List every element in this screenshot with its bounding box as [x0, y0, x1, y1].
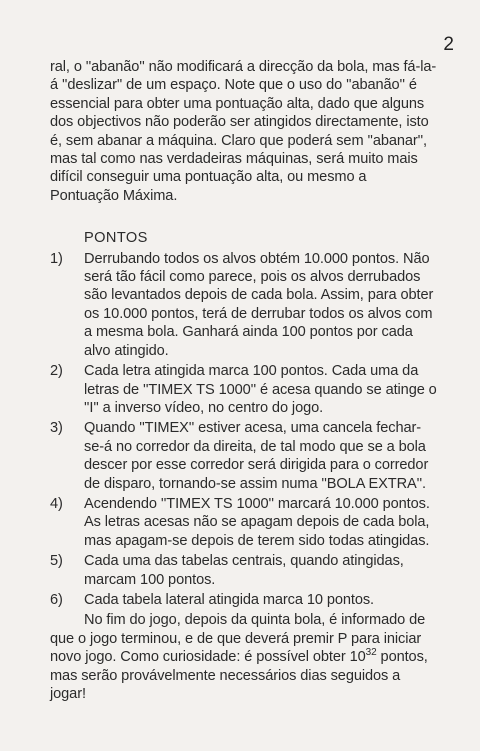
rule-number: 3) — [50, 420, 63, 437]
rule-item-3 — [50, 419, 438, 493]
rules-list — [50, 250, 438, 610]
rule-item-4 — [50, 495, 438, 550]
rule-text: Derrubando todos os alvos obtém 10.000 pontos. Não será tão fácil como parece, pois os alvos derrubados são levantados depois de cada bola. Assim, para obter os 10.000 pontos, terá de derrubar todos os alvos com a mesma bola. Ganhará ainda 100 pontos por cada alvo atingido. — [84, 250, 434, 359]
rule-number: 1) — [50, 250, 63, 267]
rule-text: Acendendo ''TIMEX TS 1000'' marcará 10.000 pontos. As letras acesas não se apagam depois de cada bola, mas apagam-se depois de terem sido todas atingidas. — [84, 495, 430, 549]
rule-number: 5) — [50, 553, 63, 570]
page-content — [50, 58, 438, 703]
closing-text-end: pontos, mas serão provávelmente necessários dias seguidos a jogar! — [50, 649, 428, 702]
rule-item-5 — [50, 552, 438, 589]
rule-text: Quando ''TIMEX'' estiver acesa, uma cancela fechar-se-á no corredor da direita, de tal modo que se a bola descer por esse corredor será dirigida para o corredor de disparo, tornando-se assim numa ''BOLA EXTRA''. — [84, 420, 429, 492]
rule-item-2 — [50, 362, 438, 417]
rule-number: 6) — [50, 591, 63, 608]
rule-text: Cada letra atingida marca 100 pontos. Cada uma da letras de ''TIMEX TS 1000'' é acesa quando se atinge o ''I'' a inverso vídeo, no centro do jogo. — [84, 363, 437, 416]
closing-paragraph — [50, 611, 438, 703]
rule-text: Cada uma das tabelas centrais, quando atingidas, marcam 100 pontos. — [84, 553, 404, 588]
rule-number: 4) — [50, 495, 63, 512]
closing-text-start: No fim do jogo, depois da quinta bola, é informado de que o jogo terminou, e de que deverá premir P para iniciar novo jogo. Como curiosidade: é possível obter 10 — [50, 612, 426, 666]
closing-exponent: 32 — [365, 647, 377, 659]
rule-number: 2) — [50, 363, 63, 380]
rule-item-1 — [50, 250, 438, 360]
section-title: PONTOS — [84, 230, 148, 247]
intro-paragraph: ral, o ''abanão'' não modificará a direcção da bola, mas fá-la-á ''deslizar'' de um espaço. Note que o uso do ''abanão'' é essencial para obter uma pontuação alta, dado que alguns dos objectivos não poderão ser atingidos directamente, isto é, sem abanar a máquina. Claro que poderá sem ''abanar'', mas tal como nas verdadeiras máquinas, será muito mais difícil conseguir uma pontuação alta, ou mesmo a Pontuação Máxima. — [50, 59, 437, 204]
page-number: 2 — [443, 34, 454, 55]
rule-item-6 — [50, 591, 438, 609]
rule-text: Cada tabela lateral atingida marca 10 pontos. — [84, 591, 374, 608]
